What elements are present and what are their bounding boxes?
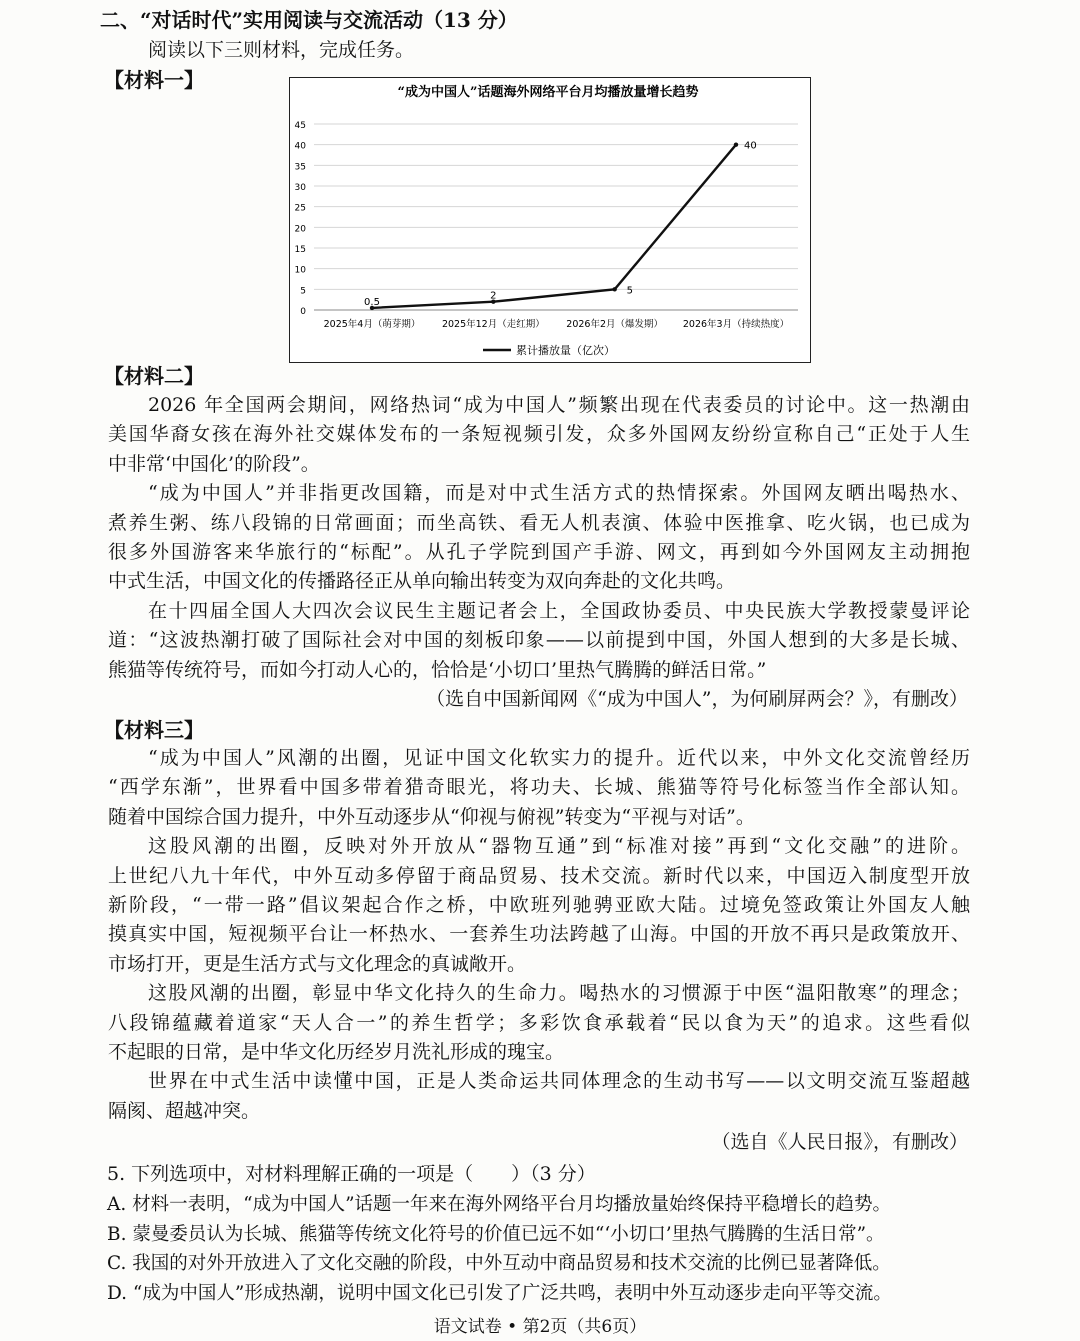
chart-svg [290,78,810,362]
material2-line: 中非常‘中国化’的阶段”。 [108,452,320,475]
material2-line: “成为中国人”并非指更改国籍，而是对中式生活方式的热情探索。外国网友晒出喝热水、 [148,482,970,505]
y-tick-label: 0 [300,307,306,317]
material2-line: 在十四届全国人大四次会议民生主题记者会上，全国政协委员、中央民族大学教授蒙曼评论 [148,599,970,622]
data-label: 2 [490,290,497,302]
material3-line: 八段锦蕴藏着道家“天人合一”的养生哲学；多彩饮食承载着“民以食为天”的追求。这些看似 [108,1011,970,1034]
y-tick-label: 40 [294,141,306,152]
question-stem: 5. 下列选项中，对材料理解正确的一项是（ ）（3 分） [107,1163,596,1185]
material3-source: （选自《人民日报》，有删改） [711,1131,968,1153]
y-tick-label: 15 [294,245,306,255]
material1-label: 【材料一】 [104,68,204,92]
y-tick-label: 10 [294,265,306,276]
x-tick-label: 2025年4月（萌芽期） [323,319,421,330]
material2-source: （选自中国新闻网《“成为中国人”，为何刷屏两会？》，有删改） [426,688,968,710]
series-line [372,145,736,308]
material3-line: 摸真实中国，短视频平台让一杯热水、一套养生功法跨越了山海。中国的开放不再只是政策放开、 [108,923,970,946]
material2-line: 很多外国游客来华旅行的“标配”。从孔子学院到国产手游、网文，再到如今外国网友主动拥抱 [108,541,970,563]
data-point [612,287,616,291]
material3-line: 这股风潮的出圈，反映对外开放从“器物互通”到“标准对接”再到“文化交融”的进阶。 [148,835,970,858]
option-a: A. 材料一表明，“成为中国人”话题一年来在海外网络平台月均播放量始终保持平稳增长的趋势。 [107,1194,892,1215]
material2-line: 中式生活，中国文化的传播路径正从单向输出转变为双向奔赴的文化共鸣。 [108,570,736,593]
data-point [734,142,738,146]
material3-line: “西学东渐”，世界看中国多带着猎奇眼光，将功夫、长城、熊猫等符号化标签当作全部认知。 [108,776,970,799]
material3-line: 新阶段，“一带一路”倡议架起合作之桥，中欧班列驰骋亚欧大陆。过境免签政策让外国友人触 [108,894,970,916]
material3-line: 不起眼的日常，是中华文化历经岁月洗礼形成的瑰宝。 [108,1041,565,1063]
material3-line: “成为中国人”风潮的出圈，见证中国文化软实力的提升。近代以来，中外文化交流曾经历 [148,747,970,769]
legend-label: 累计播放量（亿次） [516,344,615,357]
y-tick-label: 30 [294,183,306,193]
chart-title: “成为中国人”话题海外网络平台月均播放量增长趋势 [397,85,699,100]
y-tick-label: 5 [300,286,306,297]
instruction-text: 阅读以下三则材料，完成任务。 [148,39,415,61]
y-tick-label: 25 [294,203,306,214]
data-label: 40 [744,140,757,152]
section-title: 二、“对话时代”实用阅读与交流活动（13 分） [100,8,518,32]
data-label: 5 [626,285,634,297]
x-tick-label: 2026年3月（持续热度） [682,319,790,330]
y-tick-label: 45 [294,121,306,131]
material3-line: 市场打开，更是生活方式与文化理念的真诚敞开。 [108,952,527,975]
x-tick-label: 2025年12月（走红期） [441,319,545,330]
material3-line: 随着中国综合国力提升，中外互动逐步从“仰视与俯视”转变为“平视与对话”。 [108,805,755,828]
material3-label: 【材料三】 [104,718,204,742]
material3-line: 上世纪八九十年代，中外互动多停留于商品贸易、技术交流。新时代以来，中国迈入制度型开放 [108,864,970,887]
material2-line: 美国华裔女孩在海外社交媒体发布的一条短视频引发，众多外国网友纷纷宣称自己“正处于人生 [108,423,970,446]
material3-line: 这股风潮的出圈，彰显中华文化持久的生命力。喝热水的习惯源于中医“温阳散寒”的理念； [148,982,970,1005]
material3-line: 世界在中式生活中读懂中国，正是人类命运共同体理念的生动书写——以文明交流互鉴超越 [148,1070,970,1093]
page-footer: 语文试卷 • 第2页（共6页） [433,1317,647,1337]
material2-line: 道：“这波热潮打破了国际社会对中国的刻板印象——以前提到中国，外国人想到的大多是长城、 [108,629,970,652]
option-b: B. 蒙曼委员认为长城、熊猫等传统文化符号的价值已远不如“‘小切口’里热气腾腾的生活日常”。 [107,1223,885,1245]
y-tick-label: 35 [294,162,306,173]
material2-line: 煮养生粥、练八段锦的日常画面；而坐高铁、看无人机表演、体验中医推拿、吃火锅，也已成为 [108,511,970,534]
x-tick-label: 2026年2月（爆发期） [566,319,664,330]
material2-line: 2026 年全国两会期间，网络热词“成为中国人”频繁出现在代表委员的讨论中。这一热潮由 [148,394,970,416]
data-label: 0.5 [364,296,380,308]
option-c: C. 我国的对外开放进入了文化交融的阶段，中外互动中商品贸易和技术交流的比例已显著降低。 [107,1253,891,1274]
material2-line: 熊猫等传统符号，而如今打动人心的，恰恰是‘小切口’里热气腾腾的鲜活日常。” [108,658,767,681]
material3-line: 隔阂、超越冲突。 [108,1099,261,1122]
material2-label: 【材料二】 [104,364,204,388]
y-tick-label: 20 [294,224,306,235]
line-chart [289,77,811,363]
option-d: D. “成为中国人”形成热潮，说明中国文化已引发了广泛共鸣，表明中外互动逐步走向平等交流。 [107,1282,892,1304]
